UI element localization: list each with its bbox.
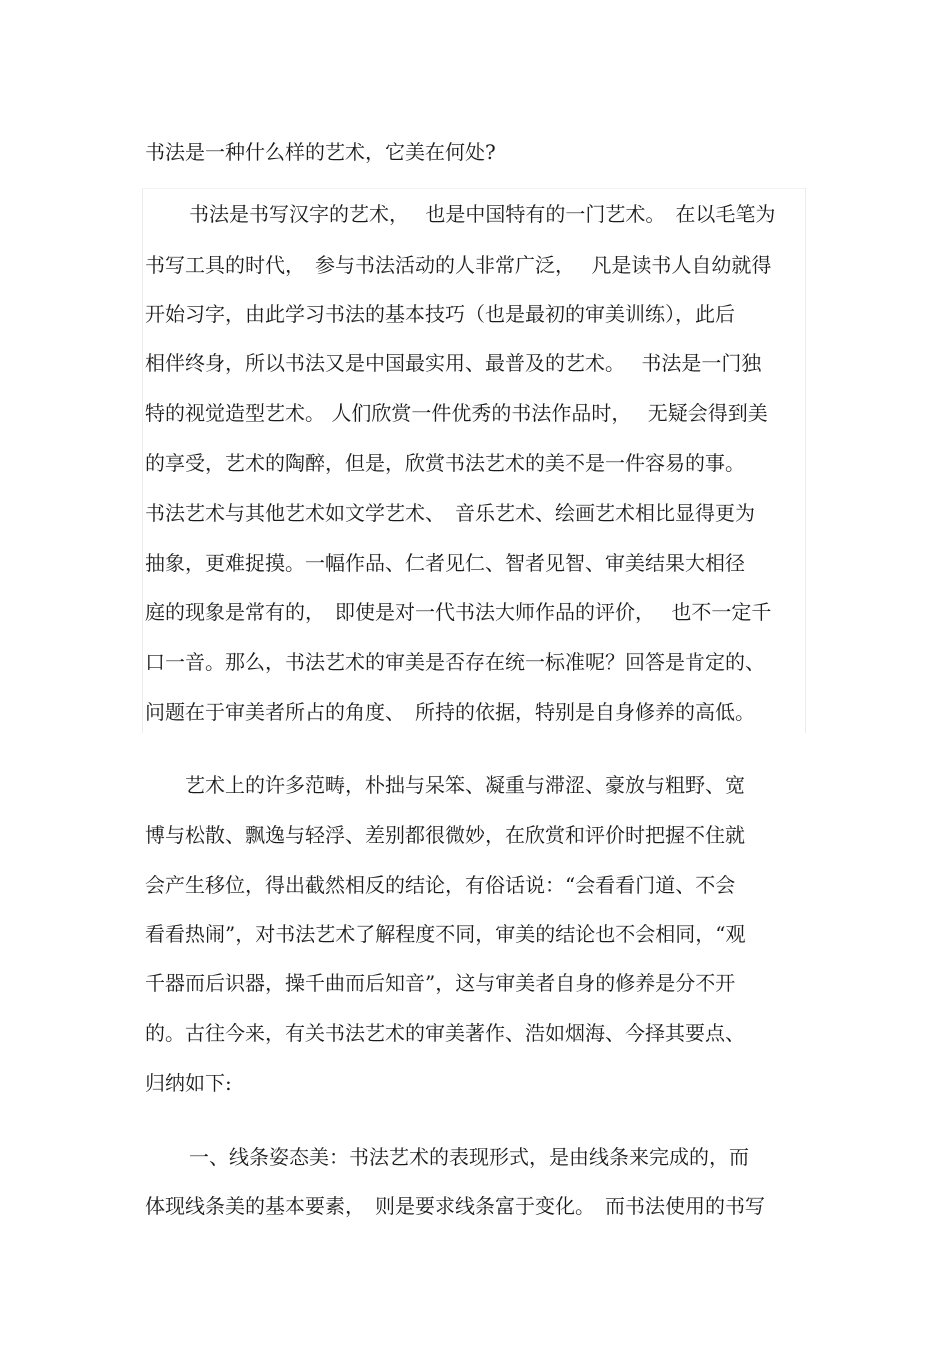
paragraph-line: 问题在于审美者所占的角度、 所持的依据，特别是自身修养的高低。	[145, 700, 755, 724]
paragraph-line: 体现线条美的基本要素， 则是要求线条富于变化。 而书法使用的书写	[145, 1194, 765, 1218]
paragraph-line: 特的视觉造型艺术。 人们欣赏一件优秀的书法作品时， 无疑会得到美	[145, 401, 768, 425]
paragraph-line: 一、线条姿态美：书法艺术的表现形式，是由线条来完成的，而	[189, 1145, 749, 1169]
paragraph-line: 书法艺术与其他艺术如文学艺术、 音乐艺术、绘画艺术相比显得更为	[145, 501, 755, 525]
paragraph-line: 博与松散、飘逸与轻浮、差别都很微妙，在欣赏和评价时把握不住就	[145, 823, 745, 847]
paragraph-line: 口一音。那么，书法艺术的审美是否存在统一标准呢？回答是肯定的、	[145, 650, 765, 674]
document-title: 书法是一种什么样的艺术，它美在何处?	[145, 140, 496, 164]
paragraph-line: 书写工具的时代， 参与书法活动的人非常广泛， 凡是读书人自幼就得	[145, 253, 772, 277]
paragraph-line: 看看热闹”，对书法艺术了解程度不同，审美的结论也不会相同，“观	[145, 922, 746, 946]
paragraph-line: 的。古往今来，有关书法艺术的审美著作、浩如烟海、今择其要点、	[145, 1021, 745, 1045]
paragraph-line: 千器而后识器，操千曲而后知音”，这与审美者自身的修养是分不开	[145, 971, 736, 995]
paragraph-line: 庭的现象是常有的， 即使是对一代书法大师作品的评价， 也不一定千	[145, 600, 772, 624]
paragraph-line: 归纳如下:	[145, 1071, 232, 1095]
paragraph-line: 书法是书写汉字的艺术， 也是中国特有的一门艺术。 在以毛笔为	[189, 202, 776, 226]
paragraph-line: 相伴终身，所以书法又是中国最实用、最普及的艺术。 书法是一门独	[145, 351, 762, 375]
paragraph-line: 会产生移位，得出截然相反的结论，有俗话说：“会看看门道、不会	[145, 873, 736, 897]
paragraph-line: 的享受，艺术的陶醉，但是，欣赏书法艺术的美不是一件容易的事。	[145, 451, 745, 475]
paragraph-line: 抽象，更难捉摸。一幅作品、仁者见仁、智者见智、审美结果大相径	[145, 551, 745, 575]
paragraph-line: 开始习字，由此学习书法的基本技巧（也是最初的审美训练），此后	[145, 302, 735, 326]
paragraph-line: 艺术上的许多范畴，朴拙与呆笨、凝重与滞涩、豪放与粗野、宽	[185, 773, 745, 797]
